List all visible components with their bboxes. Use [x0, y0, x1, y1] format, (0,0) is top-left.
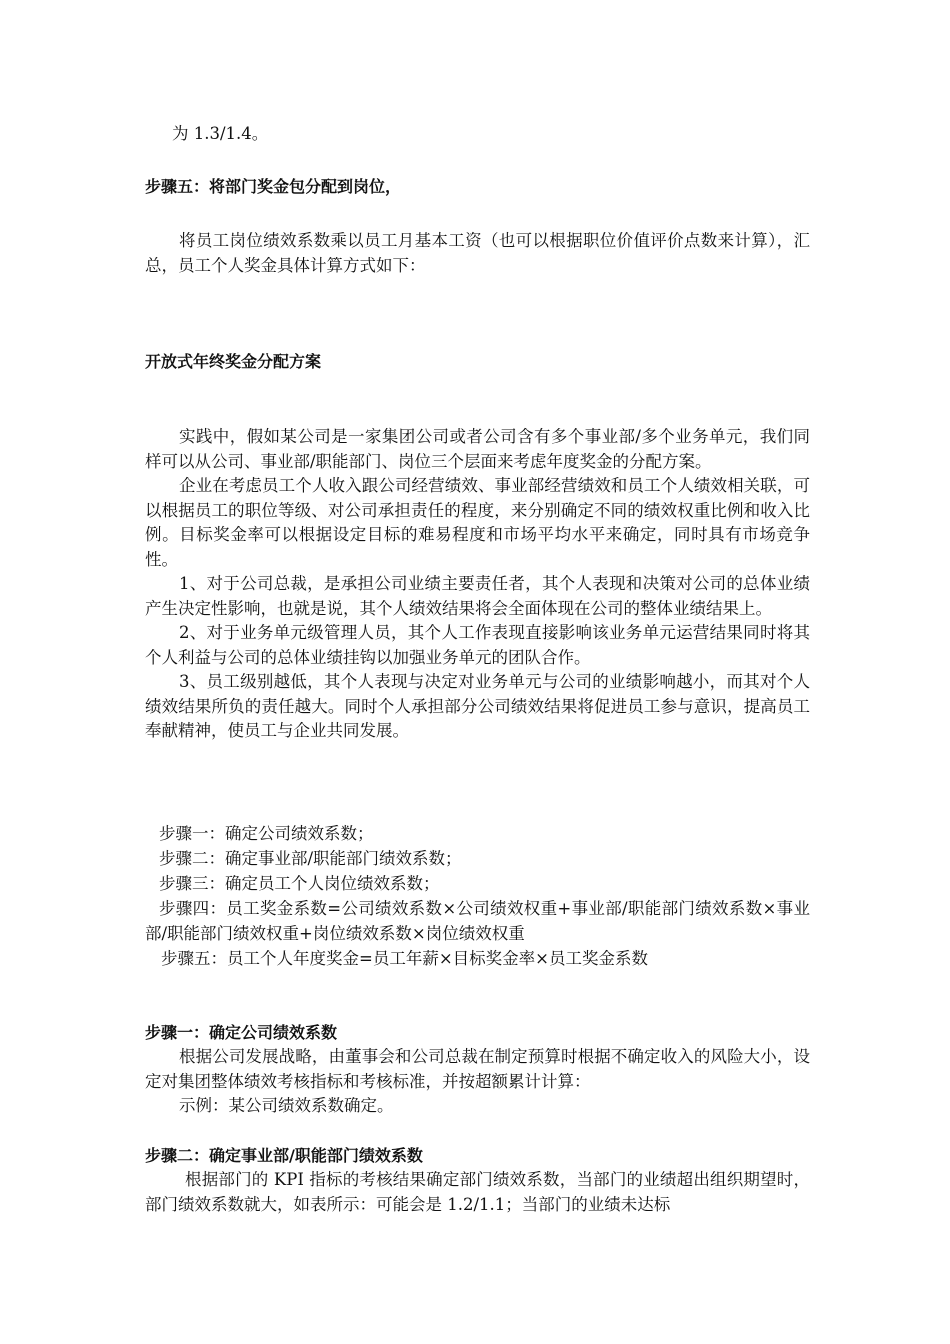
- step1-paragraphs: [145, 1045, 810, 1119]
- step1-heading: 步骤一：确定公司绩效系数: [145, 1023, 338, 1042]
- continuation-line: 为 1.3/1.4。: [172, 124, 269, 143]
- steps-list-item: 步骤一：确定公司绩效系数；: [159, 824, 374, 843]
- intro-paragraph: 实践中，假如某公司是一家集团公司或者公司含有多个事业部/多个业务单元，我们同样可以从公司、事业部/职能部门、岗位三个层面来考虑年度奖金的分配方案。: [145, 427, 810, 471]
- intro-paragraph: 3、员工级别越低，其个人表现与决定对业务单元与公司的业绩影响越小，而其对个人绩效结果所负的责任越大。同时个人承担部分公司绩效结果将促进员工参与意识，提高员工奉献精神，使员工与企业共同发展。: [145, 672, 810, 740]
- step5-heading: 步骤五：将部门奖金包分配到岗位，: [145, 177, 402, 196]
- step2-paragraph: 根据部门的 KPI 指标的考核结果确定部门绩效系数，当部门的业绩超出组织期望时，部门绩效系数就大，如表所示：可能会是 1.2/1.1；当部门的业绩未达标: [145, 1170, 810, 1214]
- section-title: 开放式年终奖金分配方案: [145, 352, 322, 371]
- steps-list-item: 步骤二：确定事业部/职能部门绩效系数；: [159, 849, 462, 868]
- intro-paragraphs: [145, 425, 810, 744]
- step2-paragraphs: [145, 1168, 810, 1217]
- intro-paragraph: 1、对于公司总裁，是承担公司业绩主要责任者，其个人表现和决策对公司的总体业绩产生决定性影响，也就是说，其个人绩效结果将会全面体现在公司的整体业绩结果上。: [145, 574, 810, 618]
- step1-paragraph: 示例：某公司绩效系数确定。: [179, 1096, 394, 1115]
- steps-list: [145, 821, 810, 971]
- step5-paragraph: 将员工岗位绩效系数乘以员工月基本工资（也可以根据职位价值评价点数来计算），汇总，员工个人奖金具体计算方式如下：: [145, 231, 810, 275]
- step2-heading: 步骤二：确定事业部/职能部门绩效系数: [145, 1146, 423, 1165]
- step1-paragraph: 根据公司发展战略，由董事会和公司总裁在制定预算时根据不确定收入的风险大小，设定对集团整体绩效考核指标和考核标准，并按超额累计计算：: [145, 1047, 810, 1091]
- steps-list-item: 步骤三：确定员工个人岗位绩效系数；: [159, 874, 440, 893]
- steps-list-item: 步骤四：员工奖金系数=公司绩效系数×公司绩效权重+事业部/职能部门绩效系数×事业部/职能部门绩效权重+岗位绩效系数×岗位绩效权重: [145, 899, 810, 943]
- steps-list-item: 步骤五：员工个人年度奖金=员工年薪×目标奖金率×员工奖金系数: [161, 949, 648, 968]
- intro-paragraph: 2、对于业务单元级管理人员，其个人工作表现直接影响该业务单元运营结果同时将其个人利益与公司的总体业绩挂钩以加强业务单元的团队合作。: [145, 623, 810, 667]
- intro-paragraph: 企业在考虑员工个人收入跟公司经营绩效、事业部经营绩效和员工个人绩效相关联，可以根据员工的职位等级、对公司承担责任的程度，来分别确定不同的绩效权重比例和收入比例。目标奖金率可以根据设定目标的难易程度和市场平均水平来确定，同时具有市场竞争性。: [145, 476, 810, 569]
